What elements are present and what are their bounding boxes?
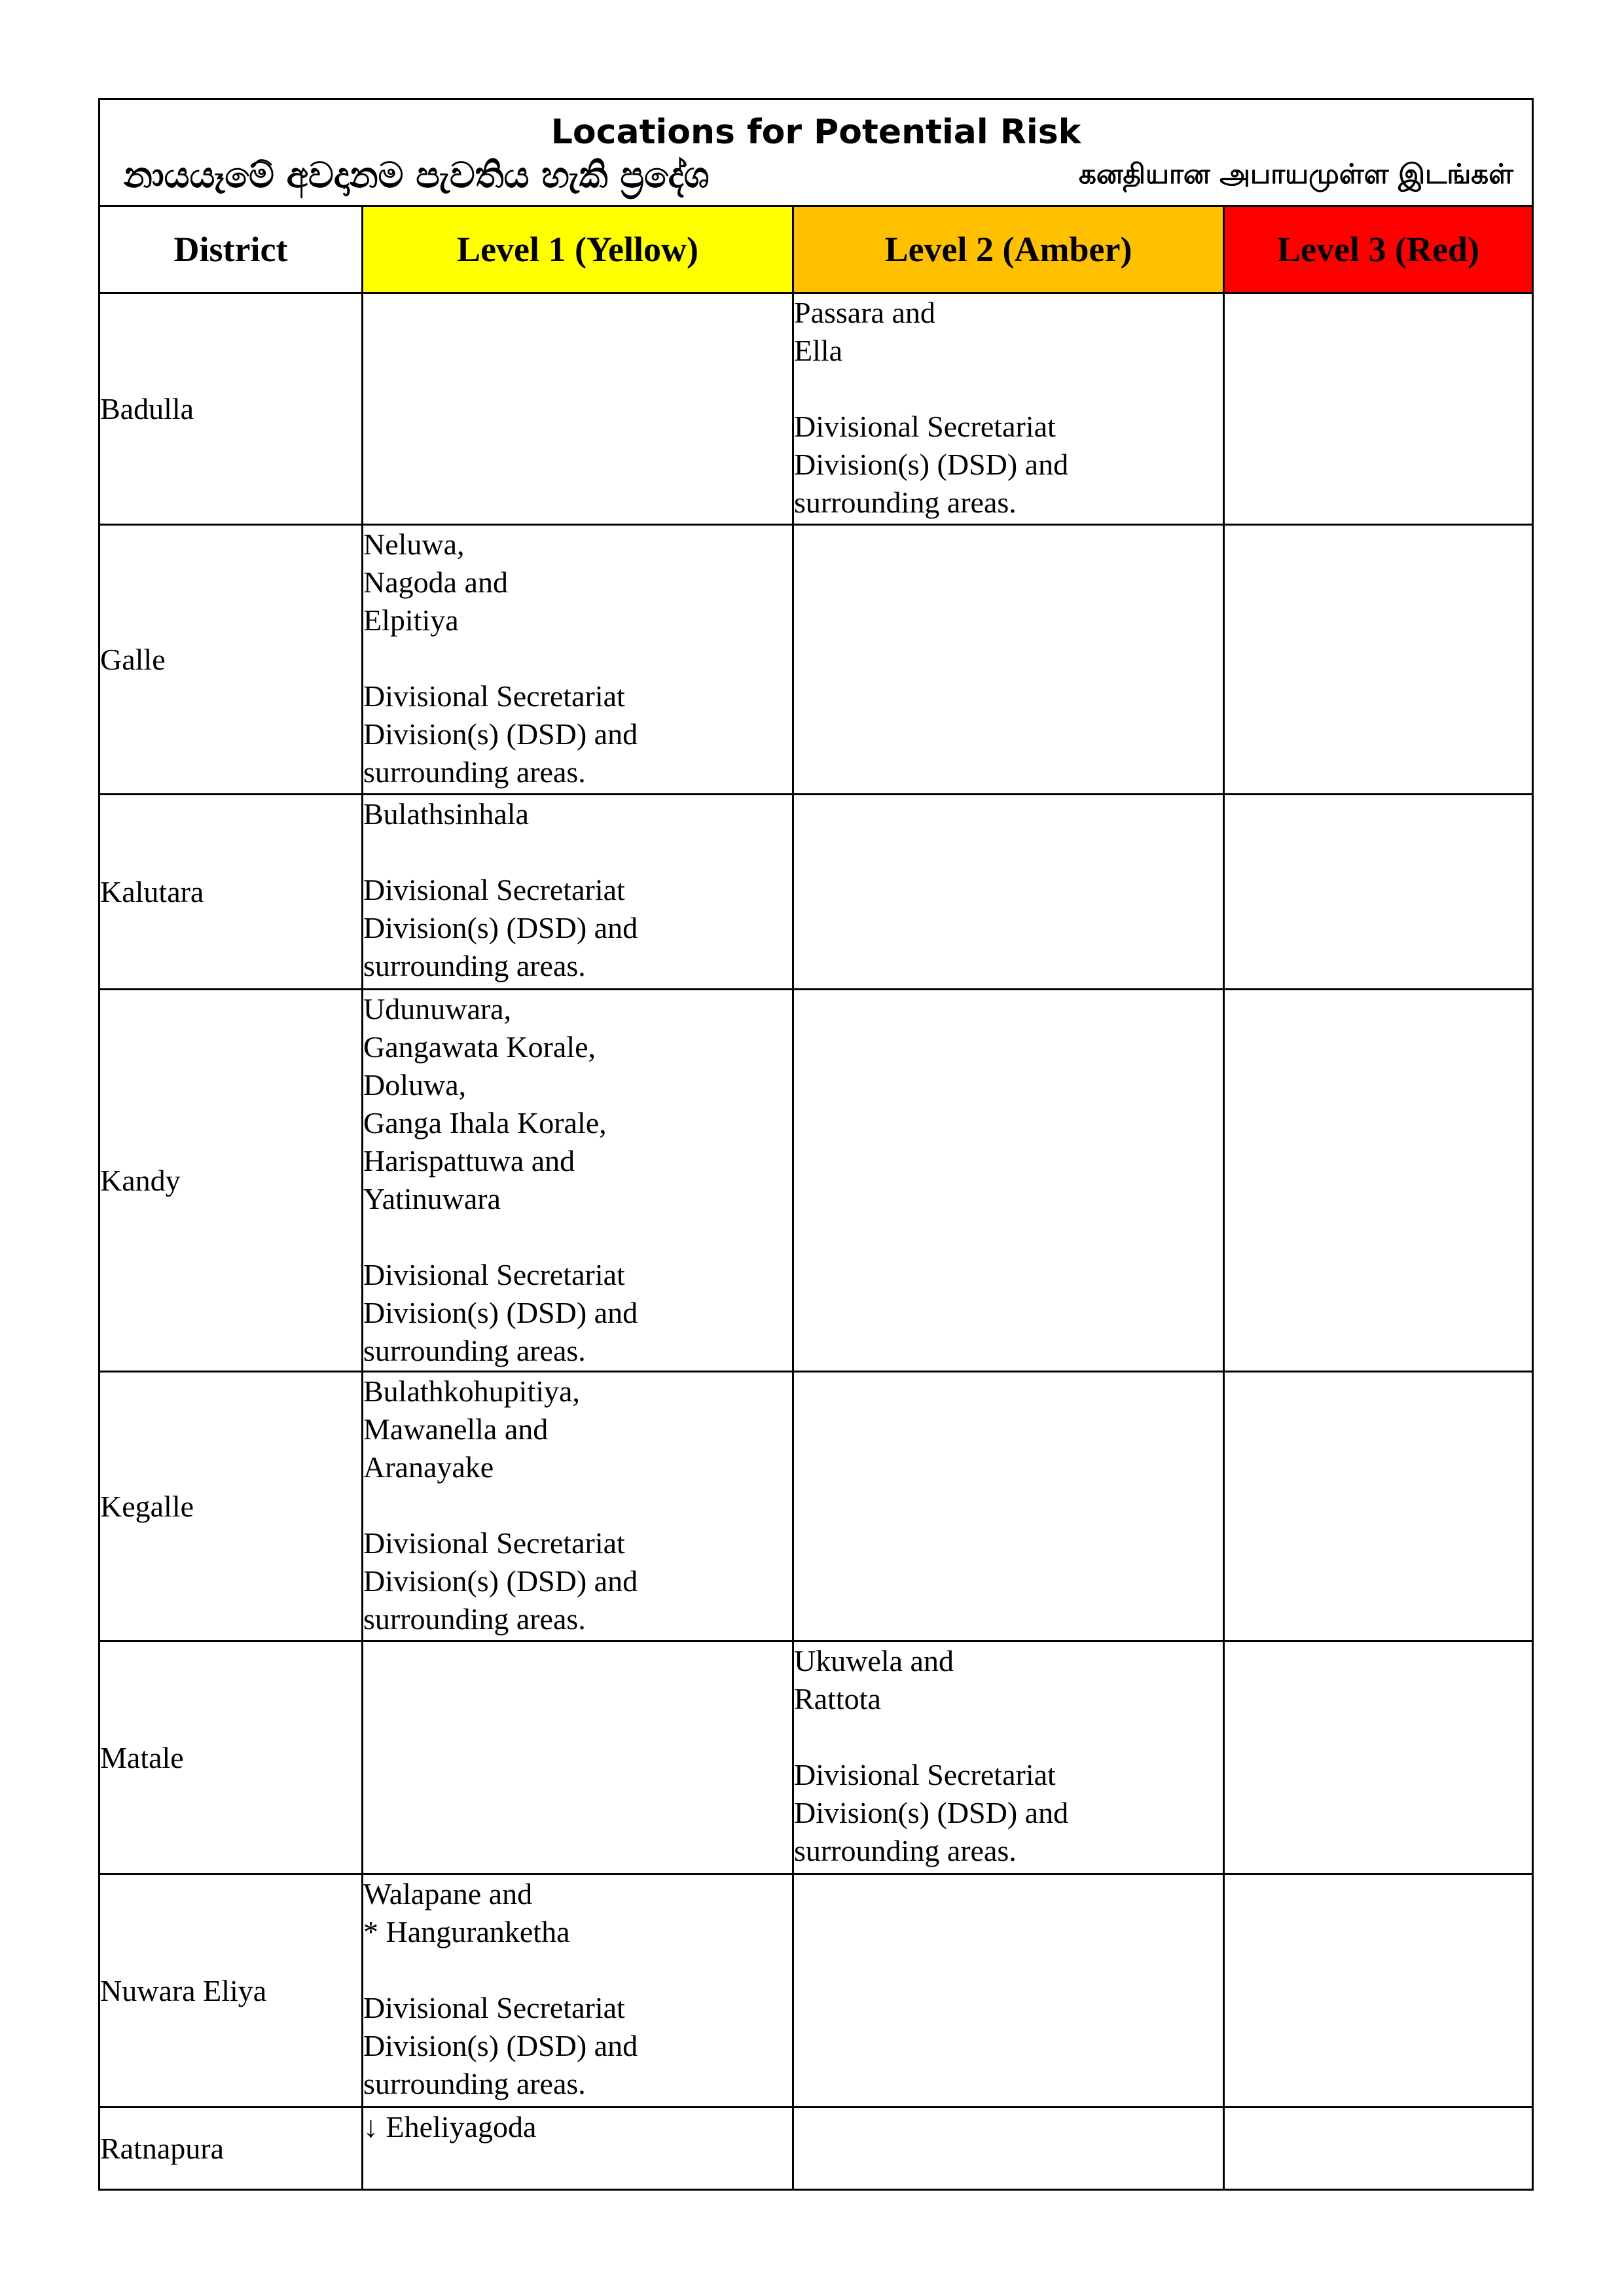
location-line: surrounding areas.	[363, 755, 586, 789]
header-level-2: Level 2 (Amber)	[793, 206, 1224, 293]
level-3-cell	[1224, 293, 1533, 525]
table-row	[99, 795, 1533, 990]
location-line: Ella	[794, 334, 843, 367]
district-cell: Badulla	[99, 293, 363, 525]
location-line: Divisional Secretariat	[794, 410, 1056, 443]
table-row	[99, 1874, 1533, 2108]
location-line	[363, 1486, 792, 1524]
district-cell: Kandy	[99, 990, 363, 1372]
district-cell: Nuwara Eliya	[99, 1874, 363, 2108]
location-line: Elpitiya	[363, 603, 459, 637]
location-line: surrounding areas.	[363, 1334, 586, 1367]
title-sinhala: නායයෑමේ අවදානම පැවතිය හැකි ප්‍රදේශ	[124, 154, 710, 196]
location-line: Udunuwara,	[363, 992, 512, 1026]
level-3-cell	[1224, 990, 1533, 1372]
title-tamil: கனதியான அபாயமுள்ள இடங்கள்	[1078, 157, 1514, 190]
table-row	[99, 525, 1533, 795]
location-line: Mawanella and	[363, 1412, 549, 1446]
table-row	[99, 2108, 1533, 2190]
location-line: Division(s) (DSD) and	[363, 717, 638, 751]
level-1-cell	[363, 990, 793, 1372]
level-1-cell	[363, 1641, 793, 1874]
title-row	[99, 99, 1533, 206]
location-line	[363, 1218, 792, 1256]
location-line: Division(s) (DSD) and	[794, 1796, 1069, 1829]
title-local-row	[100, 152, 1532, 198]
level-3-cell	[1224, 1641, 1533, 1874]
level-2-cell	[793, 1372, 1224, 1641]
level-1-cell	[363, 293, 793, 525]
location-line: Divisional Secretariat	[363, 1991, 625, 2024]
district-cell: Kalutara	[99, 795, 363, 990]
level-2-cell	[793, 795, 1224, 990]
location-line: surrounding areas.	[363, 2067, 586, 2100]
level-1-cell	[363, 1874, 793, 2108]
location-line: surrounding areas.	[363, 1602, 586, 1636]
level-2-cell	[793, 990, 1224, 1372]
level-2-cell	[793, 1874, 1224, 2108]
location-line: Neluwa,	[363, 528, 465, 561]
location-line: Aranayake	[363, 1450, 494, 1484]
level-2-cell	[793, 1641, 1224, 1874]
table-row	[99, 293, 1533, 525]
table-row	[99, 1372, 1533, 1641]
table-body	[99, 293, 1533, 2190]
title-english: Locations for Potential Risk	[550, 113, 1081, 152]
location-line: Walapane and	[363, 1877, 533, 1910]
location-line: Ganga Ihala Korale,	[363, 1106, 607, 1139]
location-line: Bulathkohupitiya,	[363, 1374, 580, 1408]
district-cell: Galle	[99, 525, 363, 795]
location-line: Division(s) (DSD) and	[363, 2029, 638, 2062]
level-2-cell	[793, 525, 1224, 795]
level-2-cell	[793, 2108, 1224, 2190]
location-line: Ukuwela and	[794, 1644, 954, 1677]
location-line: ↓ Eheliyagoda	[363, 2110, 537, 2144]
location-line: Division(s) (DSD) and	[363, 1296, 638, 1329]
title-cell	[99, 99, 1533, 206]
location-line	[363, 1951, 792, 1989]
location-line: Rattota	[794, 1682, 881, 1715]
location-line: Harispattuwa and	[363, 1144, 575, 1177]
location-line: Gangawata Korale,	[363, 1030, 596, 1064]
level-3-cell	[1224, 1874, 1533, 2108]
level-1-cell	[363, 1372, 793, 1641]
header-level-1: Level 1 (Yellow)	[363, 206, 793, 293]
location-line: Yatinuwara	[363, 1182, 501, 1215]
location-line	[363, 833, 792, 871]
location-line: Nagoda and	[363, 565, 508, 599]
location-line	[363, 639, 792, 677]
level-3-cell	[1224, 1372, 1533, 1641]
location-line: * Hanguranketha	[363, 1915, 570, 1948]
header-district: District	[99, 206, 363, 293]
location-line: surrounding areas.	[794, 1834, 1017, 1867]
header-level-3: Level 3 (Red)	[1224, 206, 1533, 293]
district-cell: Kegalle	[99, 1372, 363, 1641]
location-line: Division(s) (DSD) and	[794, 448, 1069, 481]
level-3-cell	[1224, 795, 1533, 990]
table-row	[99, 1641, 1533, 1874]
location-line: surrounding areas.	[363, 949, 586, 982]
level-1-cell	[363, 2108, 793, 2190]
level-1-cell	[363, 795, 793, 990]
location-line: Divisional Secretariat	[363, 873, 625, 906]
table-row	[99, 990, 1533, 1372]
location-line: Division(s) (DSD) and	[363, 911, 638, 944]
location-line: Bulathsinhala	[363, 797, 529, 831]
location-line	[794, 1718, 1223, 1756]
location-line: Passara and	[794, 296, 935, 329]
location-line: Divisional Secretariat	[363, 1258, 625, 1291]
location-line: Divisional Secretariat	[363, 679, 625, 713]
location-line: surrounding areas.	[794, 486, 1017, 519]
level-1-cell	[363, 525, 793, 795]
risk-locations-table	[98, 98, 1534, 2191]
district-cell: Ratnapura	[99, 2108, 363, 2190]
level-3-cell	[1224, 2108, 1533, 2190]
header-row	[99, 206, 1533, 293]
location-line	[794, 370, 1223, 408]
level-3-cell	[1224, 525, 1533, 795]
district-cell: Matale	[99, 1641, 363, 1874]
location-line: Divisional Secretariat	[363, 1526, 625, 1560]
location-line: Division(s) (DSD) and	[363, 1564, 638, 1598]
location-line: Doluwa,	[363, 1068, 467, 1102]
location-line: Divisional Secretariat	[794, 1758, 1056, 1791]
level-2-cell	[793, 293, 1224, 525]
